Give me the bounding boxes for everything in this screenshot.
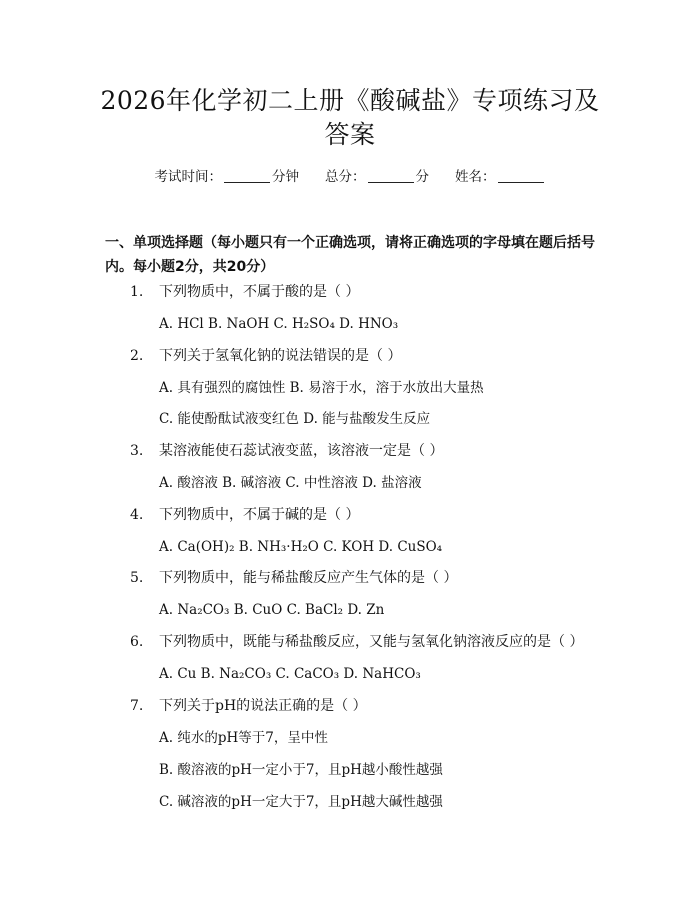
- question-text: 下列物质中，既能与稀盐酸反应，又能与氢氧化钠溶液反应的是（ ）: [159, 634, 584, 650]
- page-title-line1: 2026年化学初二上册《酸碱盐》专项练习及: [100, 86, 600, 115]
- question-2-options-line1: A. 具有强烈的腐蚀性 B. 易溶于水，溶于水放出大量热: [159, 380, 484, 396]
- section-heading: [105, 231, 615, 279]
- section-heading-line2: 内。每小题2分，共20分）: [105, 259, 275, 275]
- question-5-options: A. Na₂CO₃ B. CuO C. BaCl₂ D. Zn: [159, 602, 385, 618]
- question-number: 7.: [130, 698, 144, 714]
- question-number: 5.: [130, 570, 144, 586]
- question-text: 下列物质中，能与稀盐酸反应产生气体的是（ ）: [159, 570, 458, 586]
- question-1-options: A. HCl B. NaOH C. H₂SO₄ D. HNO₃: [159, 316, 399, 332]
- question-number: 6.: [130, 634, 144, 650]
- question-6-options: A. Cu B. Na₂CO₃ C. CaCO₃ D. NaHCO₃: [159, 666, 421, 682]
- question-7: [130, 696, 367, 716]
- time-label: 考试时间：: [154, 169, 222, 185]
- time-unit: 分钟: [272, 169, 299, 185]
- question-7-option-a: A. 纯水的pH等于7，呈中性: [159, 730, 328, 746]
- question-1: [130, 282, 359, 302]
- question-text: 下列关于pH的说法正确的是（ ）: [159, 698, 367, 714]
- question-3-options: A. 酸溶液 B. 碱溶液 C. 中性溶液 D. 盐溶液: [159, 475, 422, 491]
- question-text: 某溶液能使石蕊试液变蓝，该溶液一定是（ ）: [159, 443, 444, 459]
- question-3: [130, 441, 443, 461]
- section-heading-line1: 一、单项选择题（每小题只有一个正确选项，请将正确选项的字母填在题后括号: [105, 235, 595, 251]
- question-6: [130, 632, 583, 652]
- name-label: 姓名：: [455, 169, 496, 185]
- question-number: 2.: [130, 348, 144, 364]
- question-7-option-b: B. 酸溶液的pH一定小于7，且pH越小酸性越强: [159, 762, 443, 778]
- score-blank[interactable]: [368, 168, 414, 183]
- time-blank[interactable]: [224, 168, 270, 183]
- question-4-options: A. Ca(OH)₂ B. NH₃·H₂O C. KOH D. CuSO₄: [159, 539, 443, 555]
- question-5: [130, 568, 457, 588]
- score-label: 总分：: [325, 169, 366, 185]
- question-7-option-c: C. 碱溶液的pH一定大于7，且pH越大碱性越强: [159, 794, 443, 810]
- question-4: [130, 505, 359, 525]
- question-text: 下列物质中，不属于碱的是（ ）: [159, 507, 360, 523]
- question-2: [130, 346, 401, 366]
- name-blank[interactable]: [498, 168, 544, 183]
- question-2-options-line2: C. 能使酚酞试液变红色 D. 能与盐酸发生反应: [159, 411, 431, 427]
- question-number: 1.: [130, 284, 144, 300]
- exam-meta: [0, 167, 700, 187]
- question-number: 3.: [130, 443, 144, 459]
- question-number: 4.: [130, 507, 144, 523]
- question-text: 下列关于氢氧化钠的说法错误的是（ ）: [159, 348, 402, 364]
- score-unit: 分: [415, 169, 429, 185]
- page-title-line2: 答案: [324, 120, 376, 149]
- question-text: 下列物质中，不属于酸的是（ ）: [159, 284, 360, 300]
